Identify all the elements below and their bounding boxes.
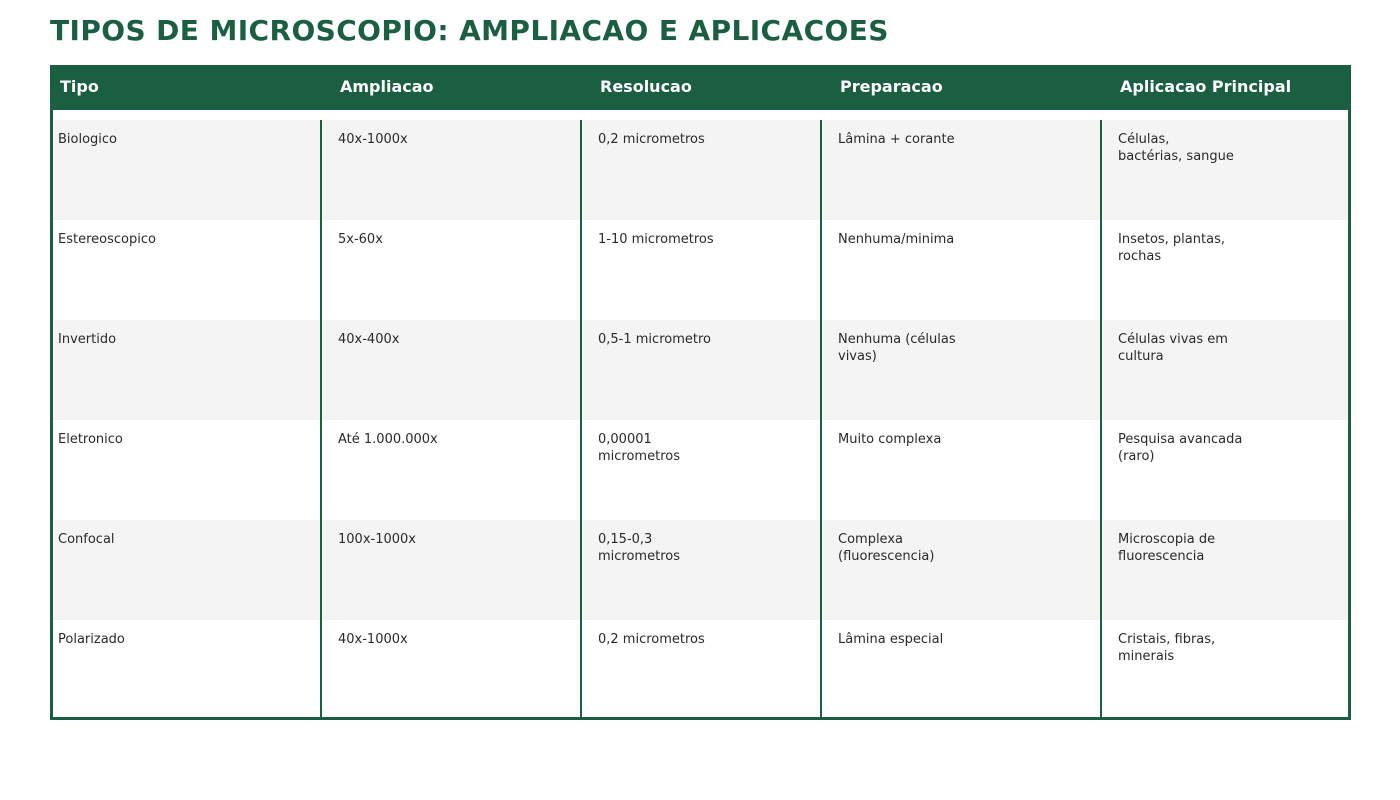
cell-text-line: (raro) bbox=[1118, 449, 1155, 464]
cell-text-line: Microscopia de bbox=[1118, 532, 1216, 547]
microscope-table bbox=[50, 65, 1351, 720]
cell-aplicacao bbox=[1118, 431, 1242, 465]
cell-text-line: Eletronico bbox=[58, 432, 123, 447]
cell-tipo bbox=[58, 331, 116, 348]
header-preparacao: Preparacao bbox=[840, 77, 943, 96]
cell-text-line: 40x-1000x bbox=[338, 132, 408, 147]
cell-text-line: bactérias, sangue bbox=[1118, 149, 1234, 164]
cell-text-line: 0,5-1 micrometro bbox=[598, 332, 711, 347]
cell-text-line: 5x-60x bbox=[338, 232, 383, 247]
cell-text-line: Células, bbox=[1118, 132, 1170, 147]
cell-text-line: fluorescencia bbox=[1118, 549, 1205, 564]
column-divider bbox=[820, 120, 822, 720]
table-row bbox=[53, 620, 1348, 720]
cell-text-line: minerais bbox=[1118, 649, 1175, 664]
cell-resolucao bbox=[598, 631, 705, 648]
cell-text-line: micrometros bbox=[598, 449, 680, 464]
cell-aplicacao bbox=[1118, 531, 1215, 565]
cell-text-line: Estereoscopico bbox=[58, 232, 156, 247]
cell-text-line: Nenhuma/minima bbox=[838, 232, 955, 247]
cell-ampliacao bbox=[338, 431, 438, 448]
cell-text-line: cultura bbox=[1118, 349, 1164, 364]
cell-text-line: 40x-400x bbox=[338, 332, 400, 347]
table-body bbox=[53, 120, 1348, 720]
cell-text-line: Polarizado bbox=[58, 632, 125, 647]
cell-ampliacao bbox=[338, 131, 408, 148]
table-header-row bbox=[53, 68, 1348, 110]
column-divider bbox=[580, 120, 582, 720]
cell-aplicacao bbox=[1118, 331, 1228, 365]
cell-resolucao bbox=[598, 131, 705, 148]
cell-resolucao bbox=[598, 231, 714, 248]
table-row bbox=[53, 520, 1348, 620]
column-divider bbox=[320, 120, 322, 720]
header-ampliacao: Ampliacao bbox=[340, 77, 434, 96]
header-tipo: Tipo bbox=[60, 77, 99, 96]
cell-text-line: Pesquisa avancada bbox=[1118, 432, 1243, 447]
column-divider bbox=[1100, 120, 1102, 720]
cell-aplicacao bbox=[1118, 131, 1234, 165]
header-resolucao: Resolucao bbox=[600, 77, 692, 96]
cell-text-line: 0,15-0,3 bbox=[598, 532, 653, 547]
table-row bbox=[53, 120, 1348, 220]
cell-text-line: Nenhuma (células bbox=[838, 332, 956, 347]
table-row bbox=[53, 220, 1348, 320]
table-row bbox=[53, 420, 1348, 520]
cell-aplicacao bbox=[1118, 631, 1215, 665]
cell-tipo bbox=[58, 431, 123, 448]
cell-preparacao bbox=[838, 231, 954, 248]
cell-text-line: vivas) bbox=[838, 349, 877, 364]
cell-text-line: rochas bbox=[1118, 249, 1162, 264]
cell-text-line: Confocal bbox=[58, 532, 115, 547]
cell-text-line: Cristais, fibras, bbox=[1118, 632, 1216, 647]
cell-text-line: (fluorescencia) bbox=[838, 549, 935, 564]
cell-text-line: Até 1.000.000x bbox=[338, 432, 438, 447]
cell-preparacao bbox=[838, 531, 934, 565]
cell-text-line: Complexa bbox=[838, 532, 903, 547]
cell-resolucao bbox=[598, 431, 680, 465]
cell-text-line: Células vivas em bbox=[1118, 332, 1228, 347]
cell-ampliacao bbox=[338, 331, 399, 348]
cell-text-line: 100x-1000x bbox=[338, 532, 416, 547]
table-row bbox=[53, 320, 1348, 420]
cell-text-line: Muito complexa bbox=[838, 432, 942, 447]
cell-text-line: 40x-1000x bbox=[338, 632, 408, 647]
cell-text-line: Lâmina + corante bbox=[838, 132, 955, 147]
header-aplicacao: Aplicacao Principal bbox=[1120, 77, 1292, 96]
cell-text-line: Biologico bbox=[58, 132, 118, 147]
page-title: TIPOS DE MICROSCOPIO: AMPLIACAO E APLICACOES bbox=[50, 14, 889, 47]
cell-text-line: micrometros bbox=[598, 549, 680, 564]
cell-preparacao bbox=[838, 331, 956, 365]
cell-tipo bbox=[58, 631, 125, 648]
cell-aplicacao bbox=[1118, 231, 1225, 265]
cell-preparacao bbox=[838, 631, 943, 648]
cell-ampliacao bbox=[338, 631, 408, 648]
cell-text-line: 1-10 micrometros bbox=[598, 232, 714, 247]
cell-preparacao bbox=[838, 131, 955, 148]
cell-text-line: Insetos, plantas, bbox=[1118, 232, 1225, 247]
cell-resolucao bbox=[598, 331, 711, 348]
cell-tipo bbox=[58, 131, 117, 148]
cell-text-line: Lâmina especial bbox=[838, 632, 944, 647]
cell-resolucao bbox=[598, 531, 680, 565]
cell-text-line: Invertido bbox=[58, 332, 117, 347]
cell-preparacao bbox=[838, 431, 941, 448]
cell-ampliacao bbox=[338, 531, 416, 548]
cell-text-line: 0,00001 bbox=[598, 432, 652, 447]
cell-tipo bbox=[58, 531, 115, 548]
cell-text-line: 0,2 micrometros bbox=[598, 632, 705, 647]
cell-ampliacao bbox=[338, 231, 383, 248]
cell-text-line: 0,2 micrometros bbox=[598, 132, 705, 147]
cell-tipo bbox=[58, 231, 156, 248]
